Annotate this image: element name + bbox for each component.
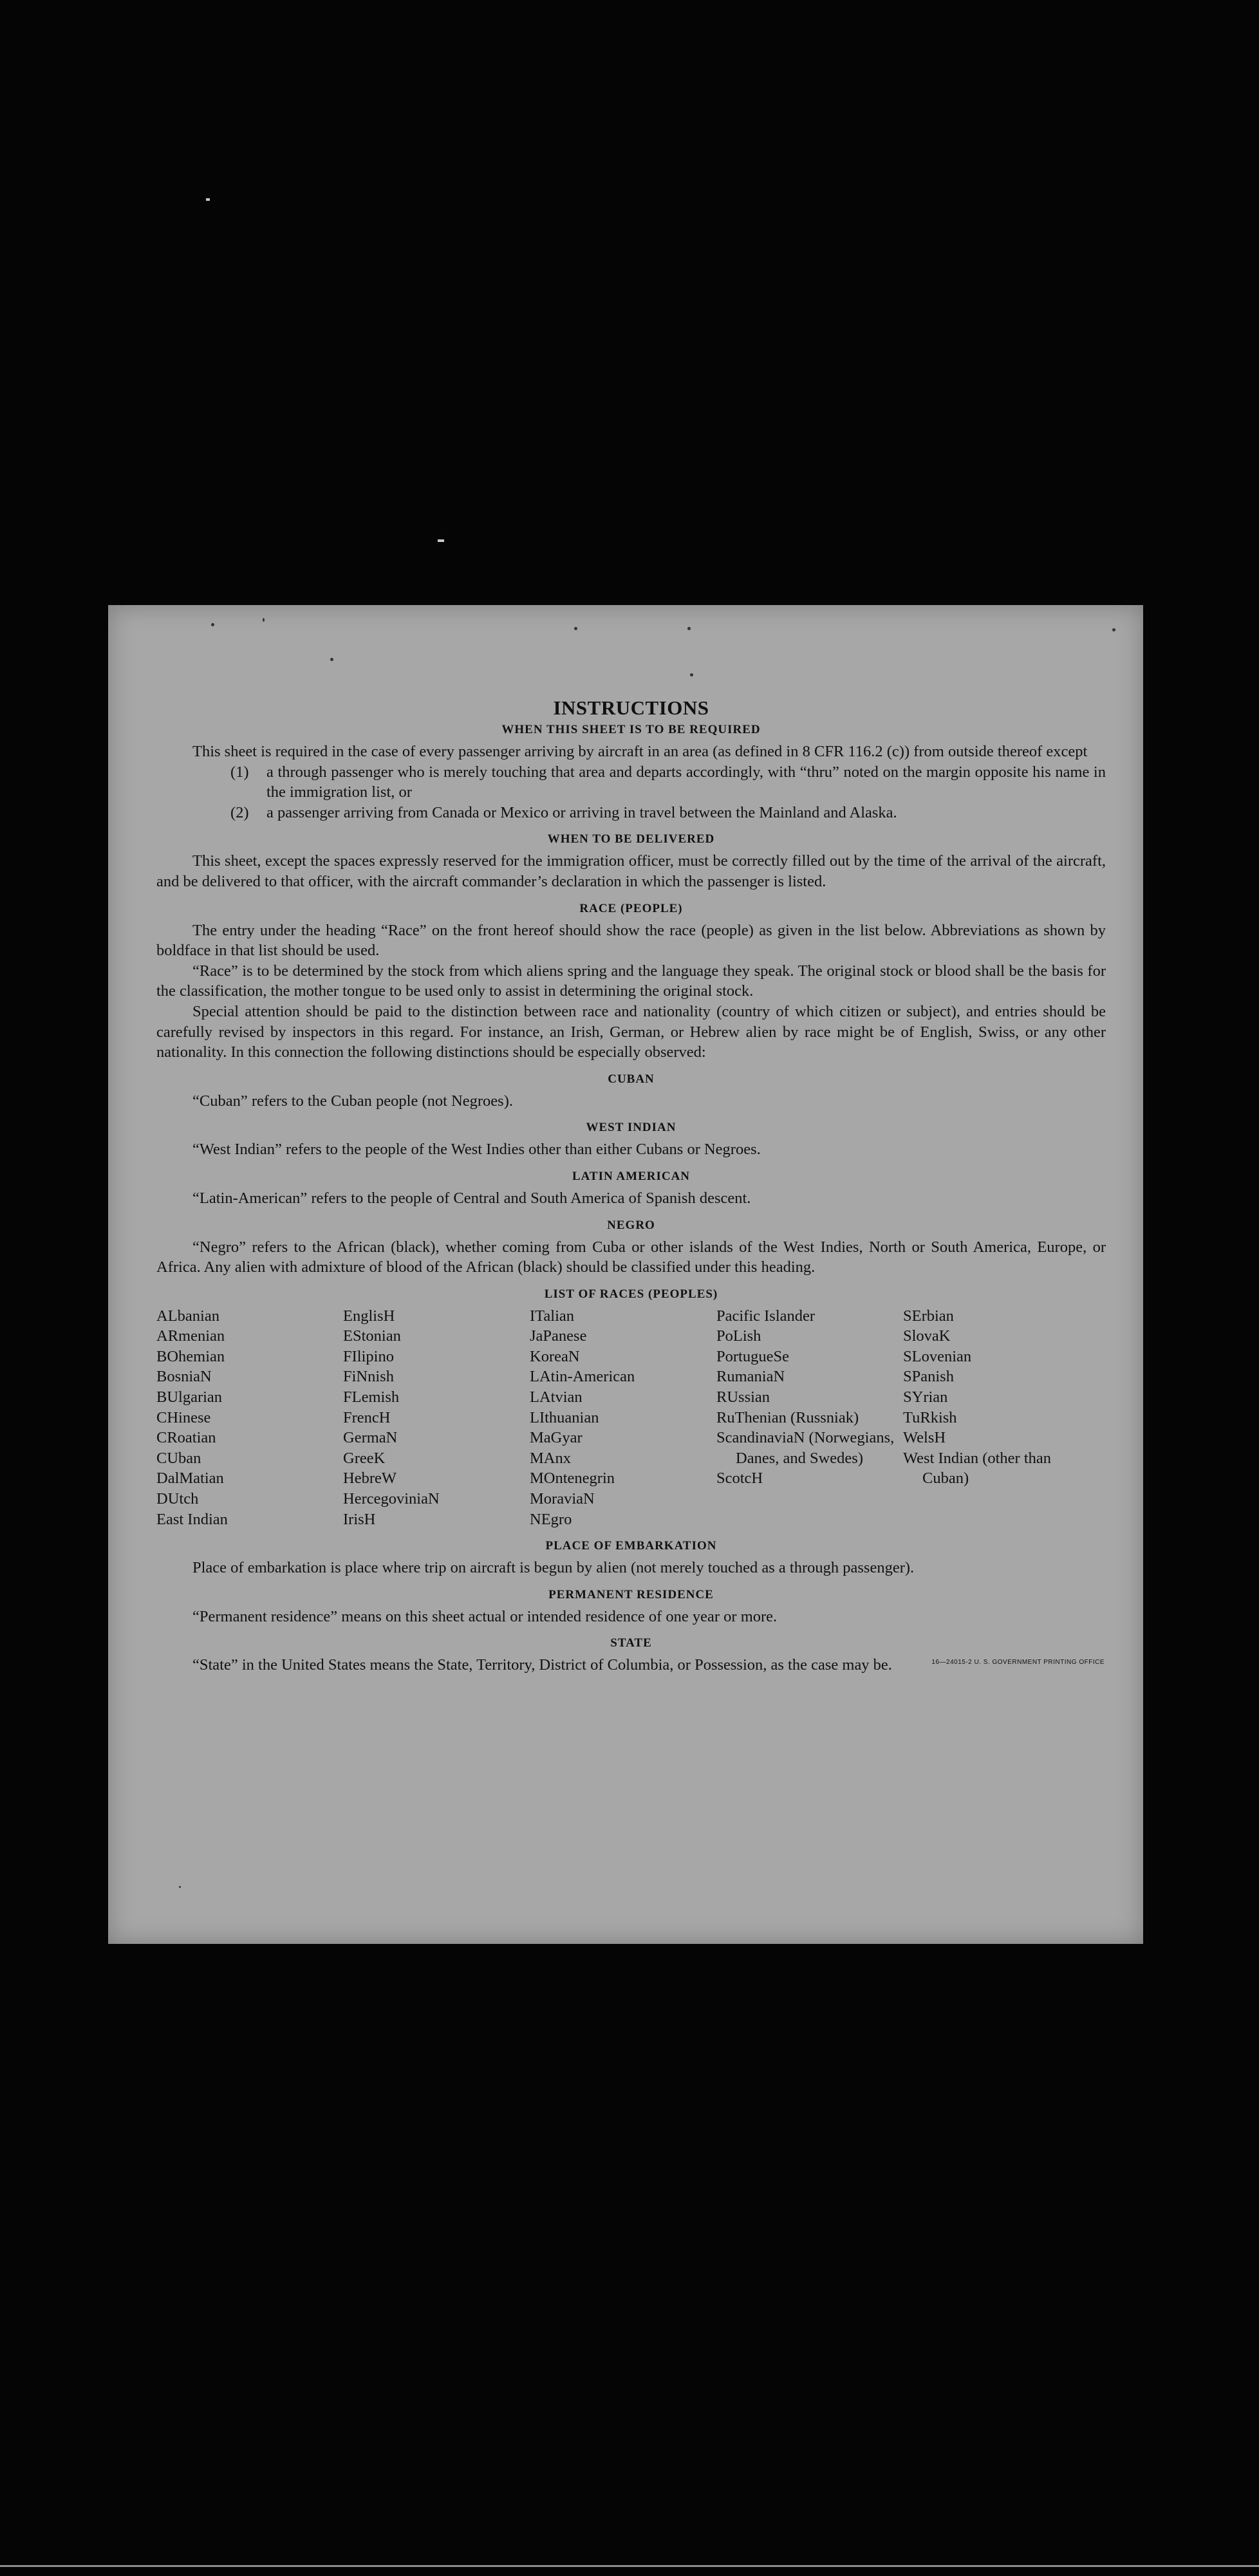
- section-heading-west-indian: WEST INDIAN: [586, 1121, 676, 1135]
- race-entry: CRoatian: [156, 1429, 216, 1447]
- race-entry: DUtch: [156, 1490, 199, 1508]
- race-column: [343, 1306, 530, 1530]
- race-entry: SlovaK: [903, 1327, 951, 1345]
- race-column: [530, 1306, 716, 1530]
- race-entry: FLemish: [343, 1388, 400, 1406]
- race-entry: MAnx: [530, 1449, 571, 1467]
- race-entry: EnglisH: [343, 1307, 395, 1325]
- printer-mark: 16—24015-2 U. S. GOVERNMENT PRINTING OFFICE: [931, 1659, 1105, 1666]
- section-heading-residence: PERMANENT RESIDENCE: [548, 1587, 714, 1601]
- exception-item: (2) a passenger arriving from Canada or Mexico or arriving in travel between the Mainland and Alaska.: [230, 803, 897, 821]
- state-text: “State” in the United States means the State, Territory, District of Columbia, or Possession, as the case may be.: [192, 1656, 892, 1674]
- section-heading-list: LIST OF RACES (PEOPLES): [544, 1287, 718, 1301]
- race-entry: ARmenian: [156, 1327, 225, 1345]
- race-list: [156, 1306, 1106, 1530]
- required-intro: This sheet is required in the case of every passenger arriving by aircraft in an area (as defined in 8 CFR 116.2 (c)) from outside thereof except: [192, 743, 1088, 760]
- race-entry: SYrian: [903, 1388, 948, 1406]
- race-entry: RuThenian (Russniak): [716, 1408, 859, 1426]
- race-entry: GreeK: [343, 1449, 386, 1467]
- exception-item: (1) a through passenger who is merely touching that area and departs accordingly, with “thru” noted on the margin opposite his name in the immigration list, or: [230, 763, 1106, 801]
- race-entry: SLovenian: [903, 1347, 972, 1365]
- race-entry: DalMatian: [156, 1470, 224, 1488]
- delivered-text: This sheet, except the spaces expressly reserved for the immigration officer, must be correctly filled out by the time of the arrival of the aircraft, and be delivered to that officer, with the aircraft commander’s declaration in which the passenger is listed.: [156, 852, 1106, 890]
- film-scratch: [206, 198, 210, 201]
- section-heading-latin-american: LATIN AMERICAN: [572, 1169, 691, 1183]
- speck: [574, 627, 577, 630]
- race-entry: PoLish: [716, 1327, 761, 1345]
- race-entry: ALbanian: [156, 1307, 219, 1325]
- section-heading-embarkation: PLACE OF EMBARKATION: [545, 1539, 717, 1553]
- race-entry: MOntenegrin: [530, 1470, 615, 1488]
- race-column: [903, 1306, 1070, 1530]
- state-footer: [156, 1655, 1106, 1675]
- section-heading-cuban: CUBAN: [608, 1072, 655, 1086]
- document-sheet: [108, 605, 1143, 1944]
- race-entry: KoreaN: [530, 1347, 580, 1365]
- film-scratch: [438, 539, 444, 542]
- race-entry: LIthuanian: [530, 1408, 599, 1426]
- race-entry: RUssian: [716, 1388, 770, 1406]
- race-entry: HebreW: [343, 1470, 396, 1488]
- race-entry: West Indian (other than Cuban): [903, 1449, 1052, 1488]
- race-entry: CHinese: [156, 1408, 211, 1426]
- race-entry: BUlgarian: [156, 1388, 223, 1406]
- race-entry: EStonian: [343, 1327, 401, 1345]
- speck: [330, 658, 333, 661]
- negro-text: “Negro” refers to the African (black), whether coming from Cuba or other islands of the West Indies, North or South America, Europe, or Africa. Any alien with admixture of blood of the African (black) should be classified under this heading.: [156, 1238, 1106, 1276]
- race-entry: IrisH: [343, 1510, 376, 1528]
- race-entry: BOhemian: [156, 1347, 225, 1365]
- section-heading-state: STATE: [610, 1636, 652, 1650]
- race-column: [156, 1306, 343, 1530]
- race-entry: PortugueSe: [716, 1347, 789, 1365]
- race-entry: GermaN: [343, 1429, 398, 1447]
- race-entry: Pacific Islander: [716, 1307, 816, 1325]
- race-entry: ITalian: [530, 1307, 575, 1325]
- race-entry: East Indian: [156, 1510, 228, 1528]
- race-entry: LAtin-American: [530, 1368, 635, 1386]
- race-entry: WelsH: [903, 1429, 946, 1447]
- race-entry: MoraviaN: [530, 1490, 595, 1508]
- race-entry: RumaniaN: [716, 1368, 785, 1386]
- race-entry: TuRkish: [903, 1408, 957, 1426]
- race-entry: FrencH: [343, 1408, 391, 1426]
- race-entry: SErbian: [903, 1307, 954, 1325]
- speck: [690, 673, 693, 677]
- race-entry: NEgro: [530, 1510, 572, 1528]
- race-entry: ScotcH: [716, 1470, 763, 1488]
- section-heading-race: RACE (PEOPLE): [579, 901, 683, 915]
- race-entry: FIlipino: [343, 1347, 394, 1365]
- section-heading-negro: NEGRO: [607, 1218, 655, 1232]
- speck: [211, 623, 214, 626]
- instructions-content: [156, 695, 1106, 1675]
- speck: [263, 618, 265, 622]
- race-entry: SPanish: [903, 1368, 954, 1386]
- race-entry: HercegoviniaN: [343, 1490, 440, 1508]
- latin-american-text: “Latin-American” refers to the people of Central and South America of Spanish descent.: [192, 1189, 751, 1207]
- speck: [1112, 628, 1115, 631]
- race-column: [716, 1306, 903, 1530]
- race-paragraph: Special attention should be paid to the distinction between race and nationality (country of which citizen or subject), and entries should be carefully revised by inspectors in this regard. For instance, an Irish, German, or Hebrew alien by race might be of English, Swiss, or any other nationality. In this connection the following distinctions should be especially observed:: [156, 1002, 1106, 1061]
- page-title: INSTRUCTIONS: [553, 696, 709, 719]
- race-entry: BosniaN: [156, 1368, 212, 1386]
- cuban-text: “Cuban” refers to the Cuban people (not Negroes).: [192, 1092, 513, 1110]
- race-entry: LAtvian: [530, 1388, 583, 1406]
- race-entry: CUban: [156, 1449, 201, 1467]
- race-entry: ScandinaviaN (Norwegians, Danes, and Swedes): [716, 1429, 895, 1467]
- race-paragraph: “Race” is to be determined by the stock from which aliens spring and the language they speak. The original stock or blood shall be the basis for the classification, the mother tongue to be used only to assist in determining the original stock.: [156, 962, 1106, 1000]
- section-heading-delivered: WHEN TO BE DELIVERED: [547, 832, 715, 846]
- residence-text: “Permanent residence” means on this sheet actual or intended residence of one year or more.: [192, 1607, 778, 1625]
- race-entry: MaGyar: [530, 1429, 583, 1447]
- speck: [687, 627, 691, 630]
- race-paragraph: The entry under the heading “Race” on the front hereof should show the race (people) as given in the list below. Abbreviations as shown by boldface in that list should be used.: [156, 921, 1106, 960]
- race-entry: JaPanese: [530, 1327, 587, 1345]
- race-entry: FiNnish: [343, 1368, 394, 1386]
- embarkation-text: Place of embarkation is place where trip on aircraft is begun by alien (not merely touched as a through passenger).: [192, 1559, 915, 1577]
- section-heading-required: WHEN THIS SHEET IS TO BE REQUIRED: [501, 723, 761, 736]
- film-edge-line: [0, 2565, 1259, 2567]
- speck: [179, 1886, 181, 1888]
- west-indian-text: “West Indian” refers to the people of the West Indies other than either Cubans or Negroes.: [192, 1141, 761, 1159]
